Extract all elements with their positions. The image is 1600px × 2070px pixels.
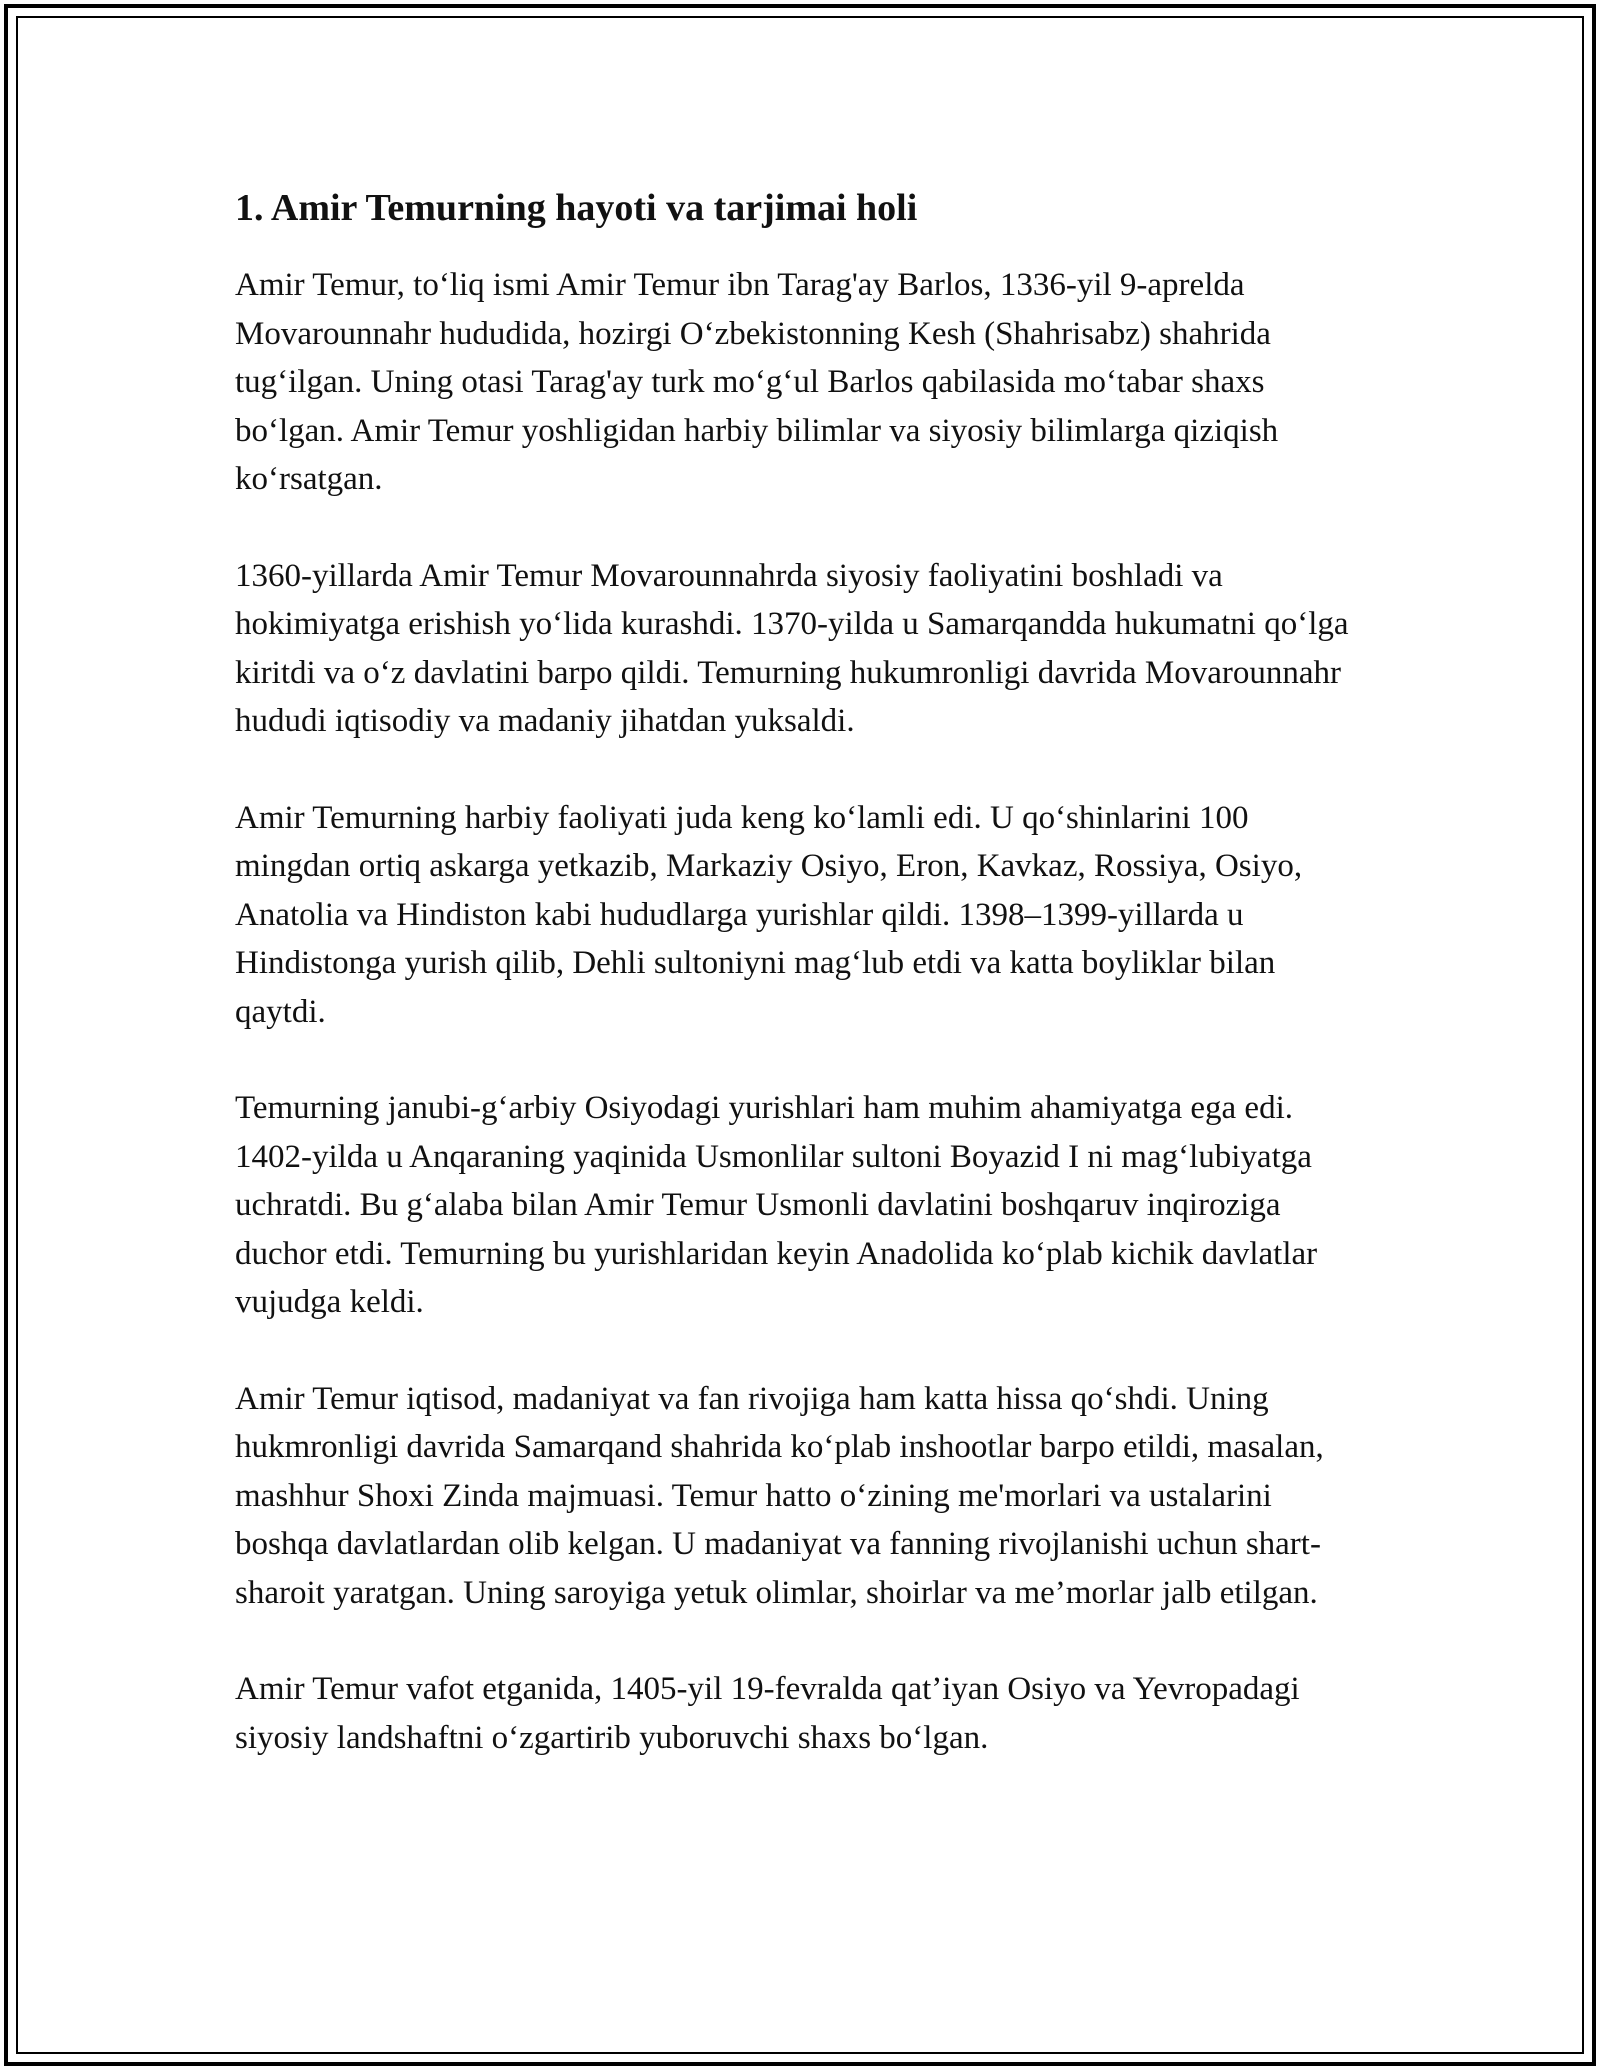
paragraph-1: Amir Temur, to‘liq ismi Amir Temur ibn Tarag'ay Barlos, 1336-yil 9-aprelda Movarounnahr hududida, hozirgi O‘zbekistonning Kesh (Shahrisabz) shahrida tug‘ilgan. Uning otasi Tarag'ay turk mo‘g‘ul Barlos qabilasida mo‘tabar shaxs bo‘lgan. Amir Temur yoshligidan harbiy bilimlar va siyosiy bilimlarga qiziqish ko‘rsatgan. [235, 267, 1279, 497]
paragraph-2: 1360-yillarda Amir Temur Movarounnahrda siyosiy faoliyatini boshladi va hokimiyatga erishish yo‘lida kurashdi. 1370-yilda u Samarqandda hukumatni qo‘lga kiritdi va o‘z davlatini barpo qildi. Temurning hukumronligi davrida Movarounnahr hududi iqtisodiy va madaniy jihatdan yuksaldi. [235, 557, 1349, 739]
document-body [235, 185, 1370, 1810]
section-heading: 1. Amir Temurning hayoti va tarjimai holi [235, 187, 918, 229]
paragraph-3: Amir Temurning harbiy faoliyati juda keng ko‘lamli edi. U qo‘shinlarini 100 mingdan ortiq askarga yetkazib, Markaziy Osiyo, Eron, Kavkaz, Rossiya, Osiyo, Anatolia va Hindiston kabi hududlarga yurishlar qildi. 1398–1399-yillarda u Hindistonga yurish qilib, Dehli sultoniyni mag‘lub etdi va katta boyliklar bilan qaytdi. [235, 799, 1303, 1030]
paragraph-4: Temurning janubi-g‘arbiy Osiyodagi yurishlari ham muhim ahamiyatga ega edi. 1402-yilda u Anqaraning yaqinida Usmonlilar sultoni Boyazid I ni mag‘lubiyatga uchratdi. Bu g‘alaba bilan Amir Temur Usmonli davlatini boshqaruv inqiroziga duchor etdi. Temurning bu yurishlaridan keyin Anadolida ko‘plab kichik davlatlar vujudga keldi. [235, 1090, 1318, 1320]
paragraph-6: Amir Temur vafot etganida, 1405-yil 19-fevralda qat’iyan Osiyo va Yevropadagi siyosiy landshaftni o‘zgartirib yuboruvchi shaxs bo‘lgan. [235, 1671, 1300, 1756]
paragraph-5: Amir Temur iqtisod, madaniyat va fan rivojiga ham katta hissa qo‘shdi. Uning hukmronligi davrida Samarqand shahrida ko‘plab inshootlar barpo etildi, masalan, mashhur Shoxi Zinda majmuasi. Temur hatto o‘zining me'morlari va ustalarini boshqa davlatlardan olib kelgan. U madaniyat va fanning rivojlanishi uchun shart-sharoit yaratgan. Uning saroyiga yetuk olimlar, shoirlar va me’morlar jalb etilgan. [235, 1380, 1324, 1611]
